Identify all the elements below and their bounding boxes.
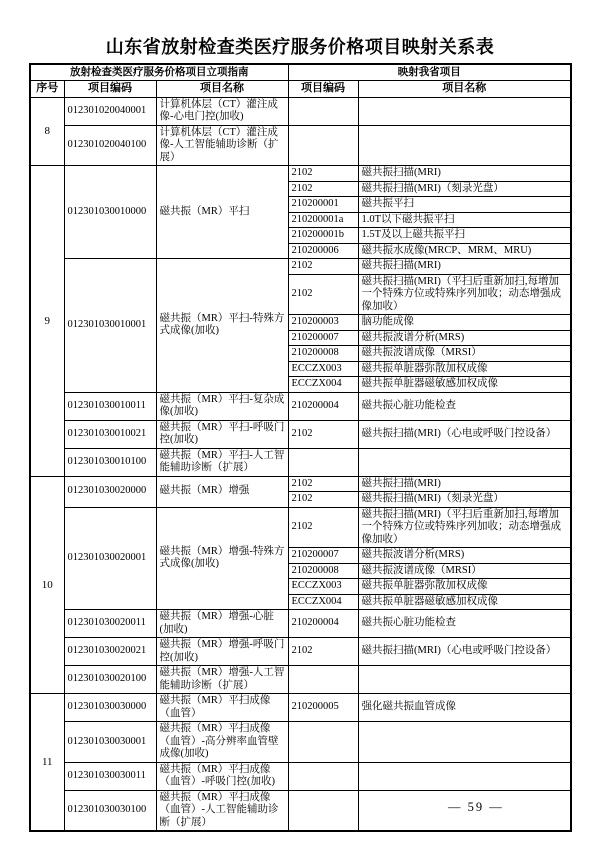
table-row <box>30 507 571 548</box>
map-code-cell <box>288 790 358 831</box>
guide-code-cell: 012301020040100 <box>64 125 156 166</box>
guide-name-cell: 磁共振（MR）平扫成像（血管）-呼吸门控(加收) <box>156 762 288 790</box>
map-name-cell: 磁共振扫描(MRI)（平扫后重新加扫,每增加一个特殊方位或特殊序列加收；动态增强成像加收） <box>358 507 571 548</box>
table-row <box>30 762 571 790</box>
map-name-cell: 1.0T以下磁共振平扫 <box>358 212 571 228</box>
map-code-cell: 2102 <box>288 274 358 315</box>
guide-code-cell: 012301030010100 <box>64 448 156 476</box>
table-row <box>30 476 571 492</box>
guide-name-cell: 磁共振（MR）平扫成像（血管） <box>156 694 288 722</box>
header-province-section: 映射我省项目 <box>288 64 571 80</box>
guide-code-cell: 012301030010000 <box>64 166 156 259</box>
header-guide-section: 放射检查类医疗服务价格项目立项指南 <box>30 64 288 80</box>
seq-cell: 11 <box>30 694 64 832</box>
map-name-cell <box>358 762 571 790</box>
map-name-cell: 磁共振扫描(MRI)（心电或呼吸门控设备） <box>358 420 571 448</box>
map-name-cell: 磁共振波谱分析(MRS) <box>358 330 571 346</box>
map-code-cell: 2102 <box>288 259 358 275</box>
guide-code-cell: 012301020040001 <box>64 97 156 125</box>
guide-code-cell: 012301030010011 <box>64 392 156 420</box>
table-row <box>30 392 571 420</box>
map-code-cell <box>288 666 358 694</box>
guide-code-cell: 012301030020100 <box>64 666 156 694</box>
map-name-cell: 磁共振扫描(MRI) <box>358 166 571 182</box>
table-row <box>30 448 571 476</box>
table-row <box>30 166 571 182</box>
guide-name-cell: 磁共振（MR）增强 <box>156 476 288 507</box>
guide-name-cell: 磁共振（MR）平扫成像（血管）-高分辨率血管壁成像(加收) <box>156 722 288 763</box>
guide-code-cell: 012301030010021 <box>64 420 156 448</box>
guide-name-cell: 磁共振（MR）增强-人工智能辅助诊断（扩展） <box>156 666 288 694</box>
guide-code-cell: 012301030020011 <box>64 610 156 638</box>
seq-cell: 9 <box>30 166 64 477</box>
map-code-cell: 2102 <box>288 492 358 508</box>
table-row <box>30 722 571 763</box>
table-row <box>30 694 571 722</box>
map-name-cell <box>358 97 571 125</box>
map-code-cell: 210200001 <box>288 197 358 213</box>
map-name-cell: 脑功能成像 <box>358 315 571 331</box>
guide-code-cell: 012301030030011 <box>64 762 156 790</box>
map-name-cell: 磁共振波谱分析(MRS) <box>358 548 571 564</box>
map-code-cell: 2102 <box>288 476 358 492</box>
map-code-cell: 210200001a <box>288 212 358 228</box>
map-code-cell: 210200007 <box>288 330 358 346</box>
map-name-cell: 磁共振单脏器弥散加权成像 <box>358 361 571 377</box>
map-code-cell <box>288 125 358 166</box>
guide-code-cell: 012301030020000 <box>64 476 156 507</box>
guide-code-cell: 012301030030100 <box>64 790 156 831</box>
map-name-cell: 1.5T及以上磁共振平扫 <box>358 228 571 244</box>
map-name-cell: 磁共振扫描(MRI)（刻录光盘） <box>358 181 571 197</box>
map-code-cell: 2102 <box>288 638 358 666</box>
map-code-cell: 2102 <box>288 181 358 197</box>
header-map-name: 项目名称 <box>358 80 571 97</box>
guide-name-cell: 磁共振（MR）平扫-呼吸门控(加收) <box>156 420 288 448</box>
table-body <box>30 97 571 831</box>
map-name-cell: 磁共振水成像(MRCP、MRM、MRU) <box>358 243 571 259</box>
guide-code-cell: 012301030020001 <box>64 507 156 610</box>
header-columns-row <box>30 80 571 97</box>
map-code-cell: 210200004 <box>288 392 358 420</box>
map-code-cell <box>288 97 358 125</box>
map-name-cell: 磁共振单脏器弥散加权成像 <box>358 579 571 595</box>
table-row <box>30 610 571 638</box>
map-code-cell: 210200008 <box>288 563 358 579</box>
map-name-cell <box>358 666 571 694</box>
map-code-cell: ECCZX003 <box>288 579 358 595</box>
map-name-cell: 磁共振扫描(MRI) <box>358 259 571 275</box>
guide-code-cell: 012301030010001 <box>64 259 156 393</box>
table-header <box>30 64 571 97</box>
guide-name-cell: 磁共振（MR）平扫成像（血管）-人工智能辅助诊断（扩展） <box>156 790 288 831</box>
map-name-cell: 磁共振扫描(MRI) <box>358 476 571 492</box>
map-name-cell: 磁共振扫描(MRI)（平扫后重新加扫,每增加一个特殊方位或特殊序列加收；动态增强成像加收） <box>358 274 571 315</box>
guide-name-cell: 磁共振（MR）增强-心脏(加收) <box>156 610 288 638</box>
header-group-row <box>30 64 571 80</box>
map-name-cell <box>358 448 571 476</box>
table-row <box>30 125 571 166</box>
map-name-cell <box>358 125 571 166</box>
guide-name-cell: 磁共振（MR）平扫-人工智能辅助诊断（扩展） <box>156 448 288 476</box>
map-name-cell: 磁共振扫描(MRI)（刻录光盘） <box>358 492 571 508</box>
header-guide-name: 项目名称 <box>156 80 288 97</box>
map-code-cell <box>288 762 358 790</box>
map-name-cell: 磁共振心脏功能检查 <box>358 610 571 638</box>
map-name-cell: 磁共振平扫 <box>358 197 571 213</box>
guide-name-cell: 磁共振（MR）平扫 <box>156 166 288 259</box>
page-title: 山东省放射检查类医疗服务价格项目映射关系表 <box>105 37 495 57</box>
guide-name-cell: 磁共振（MR）增强-特殊方式成像(加收) <box>156 507 288 610</box>
map-code-cell: 210200001b <box>288 228 358 244</box>
guide-name-cell: 计算机体层（CT）灌注成像-心电门控(加收) <box>156 97 288 125</box>
map-name-cell: 磁共振波谱成像（MRSI） <box>358 346 571 362</box>
map-name-cell: 磁共振单脏器磁敏感加权成像 <box>358 594 571 610</box>
map-code-cell: 210200005 <box>288 694 358 722</box>
map-code-cell: 210200008 <box>288 346 358 362</box>
header-map-code: 项目编码 <box>288 80 358 97</box>
map-code-cell: ECCZX003 <box>288 361 358 377</box>
map-name-cell: 强化磁共振血管成像 <box>358 694 571 722</box>
table-row <box>30 97 571 125</box>
header-guide-code: 项目编码 <box>64 80 156 97</box>
map-code-cell: 2102 <box>288 166 358 182</box>
header-seq: 序号 <box>30 80 64 97</box>
map-name-cell <box>358 722 571 763</box>
guide-code-cell: 012301030020021 <box>64 638 156 666</box>
map-name-cell: 磁共振扫描(MRI)（心电或呼吸门控设备） <box>358 638 571 666</box>
guide-name-cell: 磁共振（MR）增强-呼吸门控(加收) <box>156 638 288 666</box>
map-code-cell: 2102 <box>288 420 358 448</box>
guide-name-cell: 磁共振（MR）平扫-复杂成像(加收) <box>156 392 288 420</box>
map-code-cell: 2102 <box>288 507 358 548</box>
table-row <box>30 666 571 694</box>
map-code-cell: 210200007 <box>288 548 358 564</box>
map-name-cell: 磁共振单脏器磁敏感加权成像 <box>358 377 571 393</box>
table-row <box>30 420 571 448</box>
map-code-cell <box>288 722 358 763</box>
map-code-cell: ECCZX004 <box>288 594 358 610</box>
map-code-cell: 210200003 <box>288 315 358 331</box>
map-code-cell: ECCZX004 <box>288 377 358 393</box>
table-row <box>30 638 571 666</box>
guide-code-cell: 012301030030001 <box>64 722 156 763</box>
map-name-cell: 磁共振心脏功能检查 <box>358 392 571 420</box>
map-name-cell: 磁共振波谱成像（MRSI） <box>358 563 571 579</box>
table-row <box>30 259 571 275</box>
guide-name-cell: 计算机体层（CT）灌注成像-人工智能辅助诊断（扩展） <box>156 125 288 166</box>
seq-cell: 8 <box>30 97 64 166</box>
guide-name-cell: 磁共振（MR）平扫-特殊方式成像(加收) <box>156 259 288 393</box>
guide-code-cell: 012301030030000 <box>64 694 156 722</box>
mapping-table <box>29 63 572 832</box>
seq-cell: 10 <box>30 476 64 694</box>
page-number: — 59 — <box>448 800 504 814</box>
map-code-cell: 210200004 <box>288 610 358 638</box>
map-code-cell: 210200006 <box>288 243 358 259</box>
map-code-cell <box>288 448 358 476</box>
